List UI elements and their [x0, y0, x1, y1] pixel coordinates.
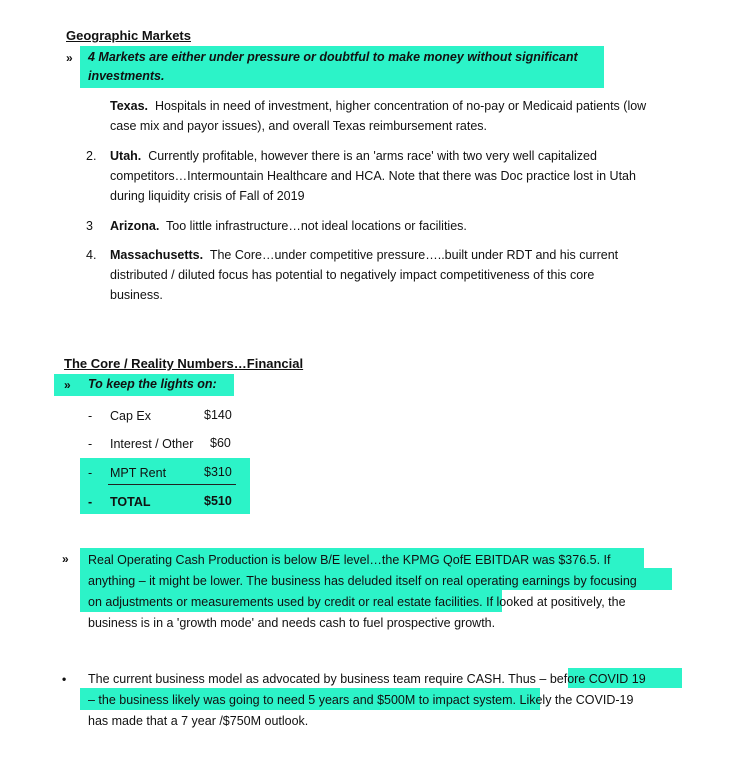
para1-line-3-rest: If looked at positively, the [482, 595, 626, 609]
total-rule [108, 484, 236, 485]
row-label-mpt-rent: MPT Rent [110, 466, 167, 480]
item-name: Texas. [110, 99, 148, 113]
bullet-marker: » [62, 552, 69, 566]
bullet-marker: » [66, 51, 73, 65]
row-value-total: $510 [204, 494, 232, 508]
item-text: case mix and payor issues), and overall Texas reimbursement rates. [110, 119, 488, 133]
list-item-arizona [110, 216, 467, 236]
item-text: competitors…Intermountain Healthcare and HCA. Note that there was Doc practice lost in Utah [110, 169, 636, 183]
para2-line-1 [88, 669, 646, 689]
item-name: Massachusetts. [110, 248, 204, 262]
bullet-marker: • [62, 672, 67, 686]
row-label-total: TOTAL [110, 495, 151, 509]
para1-line-2: anything – it might be lower. The business has deluded itself on real operating earnings by focusing [88, 574, 637, 588]
para2-line-1-plain: The current business model as advocated by business team require CASH. Thus – [88, 672, 550, 686]
list-item-massachusetts [110, 245, 618, 305]
para1-line-3-highlighted: on adjustments or measurements used by credit or real estate facilities. [88, 595, 483, 609]
list-item-texas [110, 96, 646, 136]
row-value-interest: $60 [210, 436, 231, 450]
section-heading-geographic-markets: Geographic Markets [66, 28, 191, 43]
list-item-utah [110, 146, 636, 206]
keep-lights-on-label: To keep the lights on: [88, 377, 217, 391]
dash-marker: - [88, 466, 93, 480]
item-text: Hospitals in need of investment, higher concentration of no-pay or Medicaid patients (low [154, 99, 647, 113]
para2-line-2-rest: Likely the COVID-19 [516, 693, 634, 707]
dash-marker: - [88, 409, 93, 423]
item-text: Too little infrastructure…not ideal locations or facilities. [166, 219, 467, 233]
intro-line-2: investments. [88, 69, 165, 83]
item-text: distributed / diluted focus has potential to negatively impact competitiveness of this core [110, 268, 595, 282]
dash-marker: - [88, 437, 93, 451]
para1-line-4: business is in a 'growth mode' and needs cash to fuel prospective growth. [88, 616, 496, 630]
para1-line-3 [88, 592, 626, 612]
item-text: The Core…under competitive pressure…..built under RDT and his current [209, 248, 619, 262]
section-heading-core-reality: The Core / Reality Numbers…Financial [64, 356, 304, 371]
bullet-marker: » [64, 378, 71, 392]
intro-line-1: 4 Markets are either under pressure or doubtful to make money without significant [88, 50, 578, 64]
item-number: 4. [86, 248, 97, 262]
item-name: Arizona. [110, 219, 160, 233]
item-name: Utah. [110, 149, 142, 163]
item-number: 2. [86, 149, 97, 163]
row-label-capex: Cap Ex [110, 409, 151, 423]
para2-line-1-highlighted: before COVID 19 [549, 672, 646, 686]
para1-line-1: Real Operating Cash Production is below B/E level…the KPMG QofE EBITDAR was $376.5. If [88, 553, 611, 567]
dash-marker: - [88, 495, 93, 509]
row-value-mpt-rent: $310 [204, 465, 232, 479]
para2-line-3: has made that a 7 year /$750M outlook. [88, 714, 309, 728]
para2-line-2 [88, 690, 633, 710]
item-text: business. [110, 288, 163, 302]
row-label-interest: Interest / Other [110, 437, 194, 451]
row-value-capex: $140 [204, 408, 232, 422]
item-number: 3 [86, 219, 93, 233]
item-text: Currently profitable, however there is an 'arms race' with two very well capitalized [148, 149, 597, 163]
item-text: during liquidity crisis of Fall of 2019 [110, 189, 305, 203]
para2-line-2-highlighted: – the business likely was going to need 5 years and $500M to impact system. [88, 693, 517, 707]
